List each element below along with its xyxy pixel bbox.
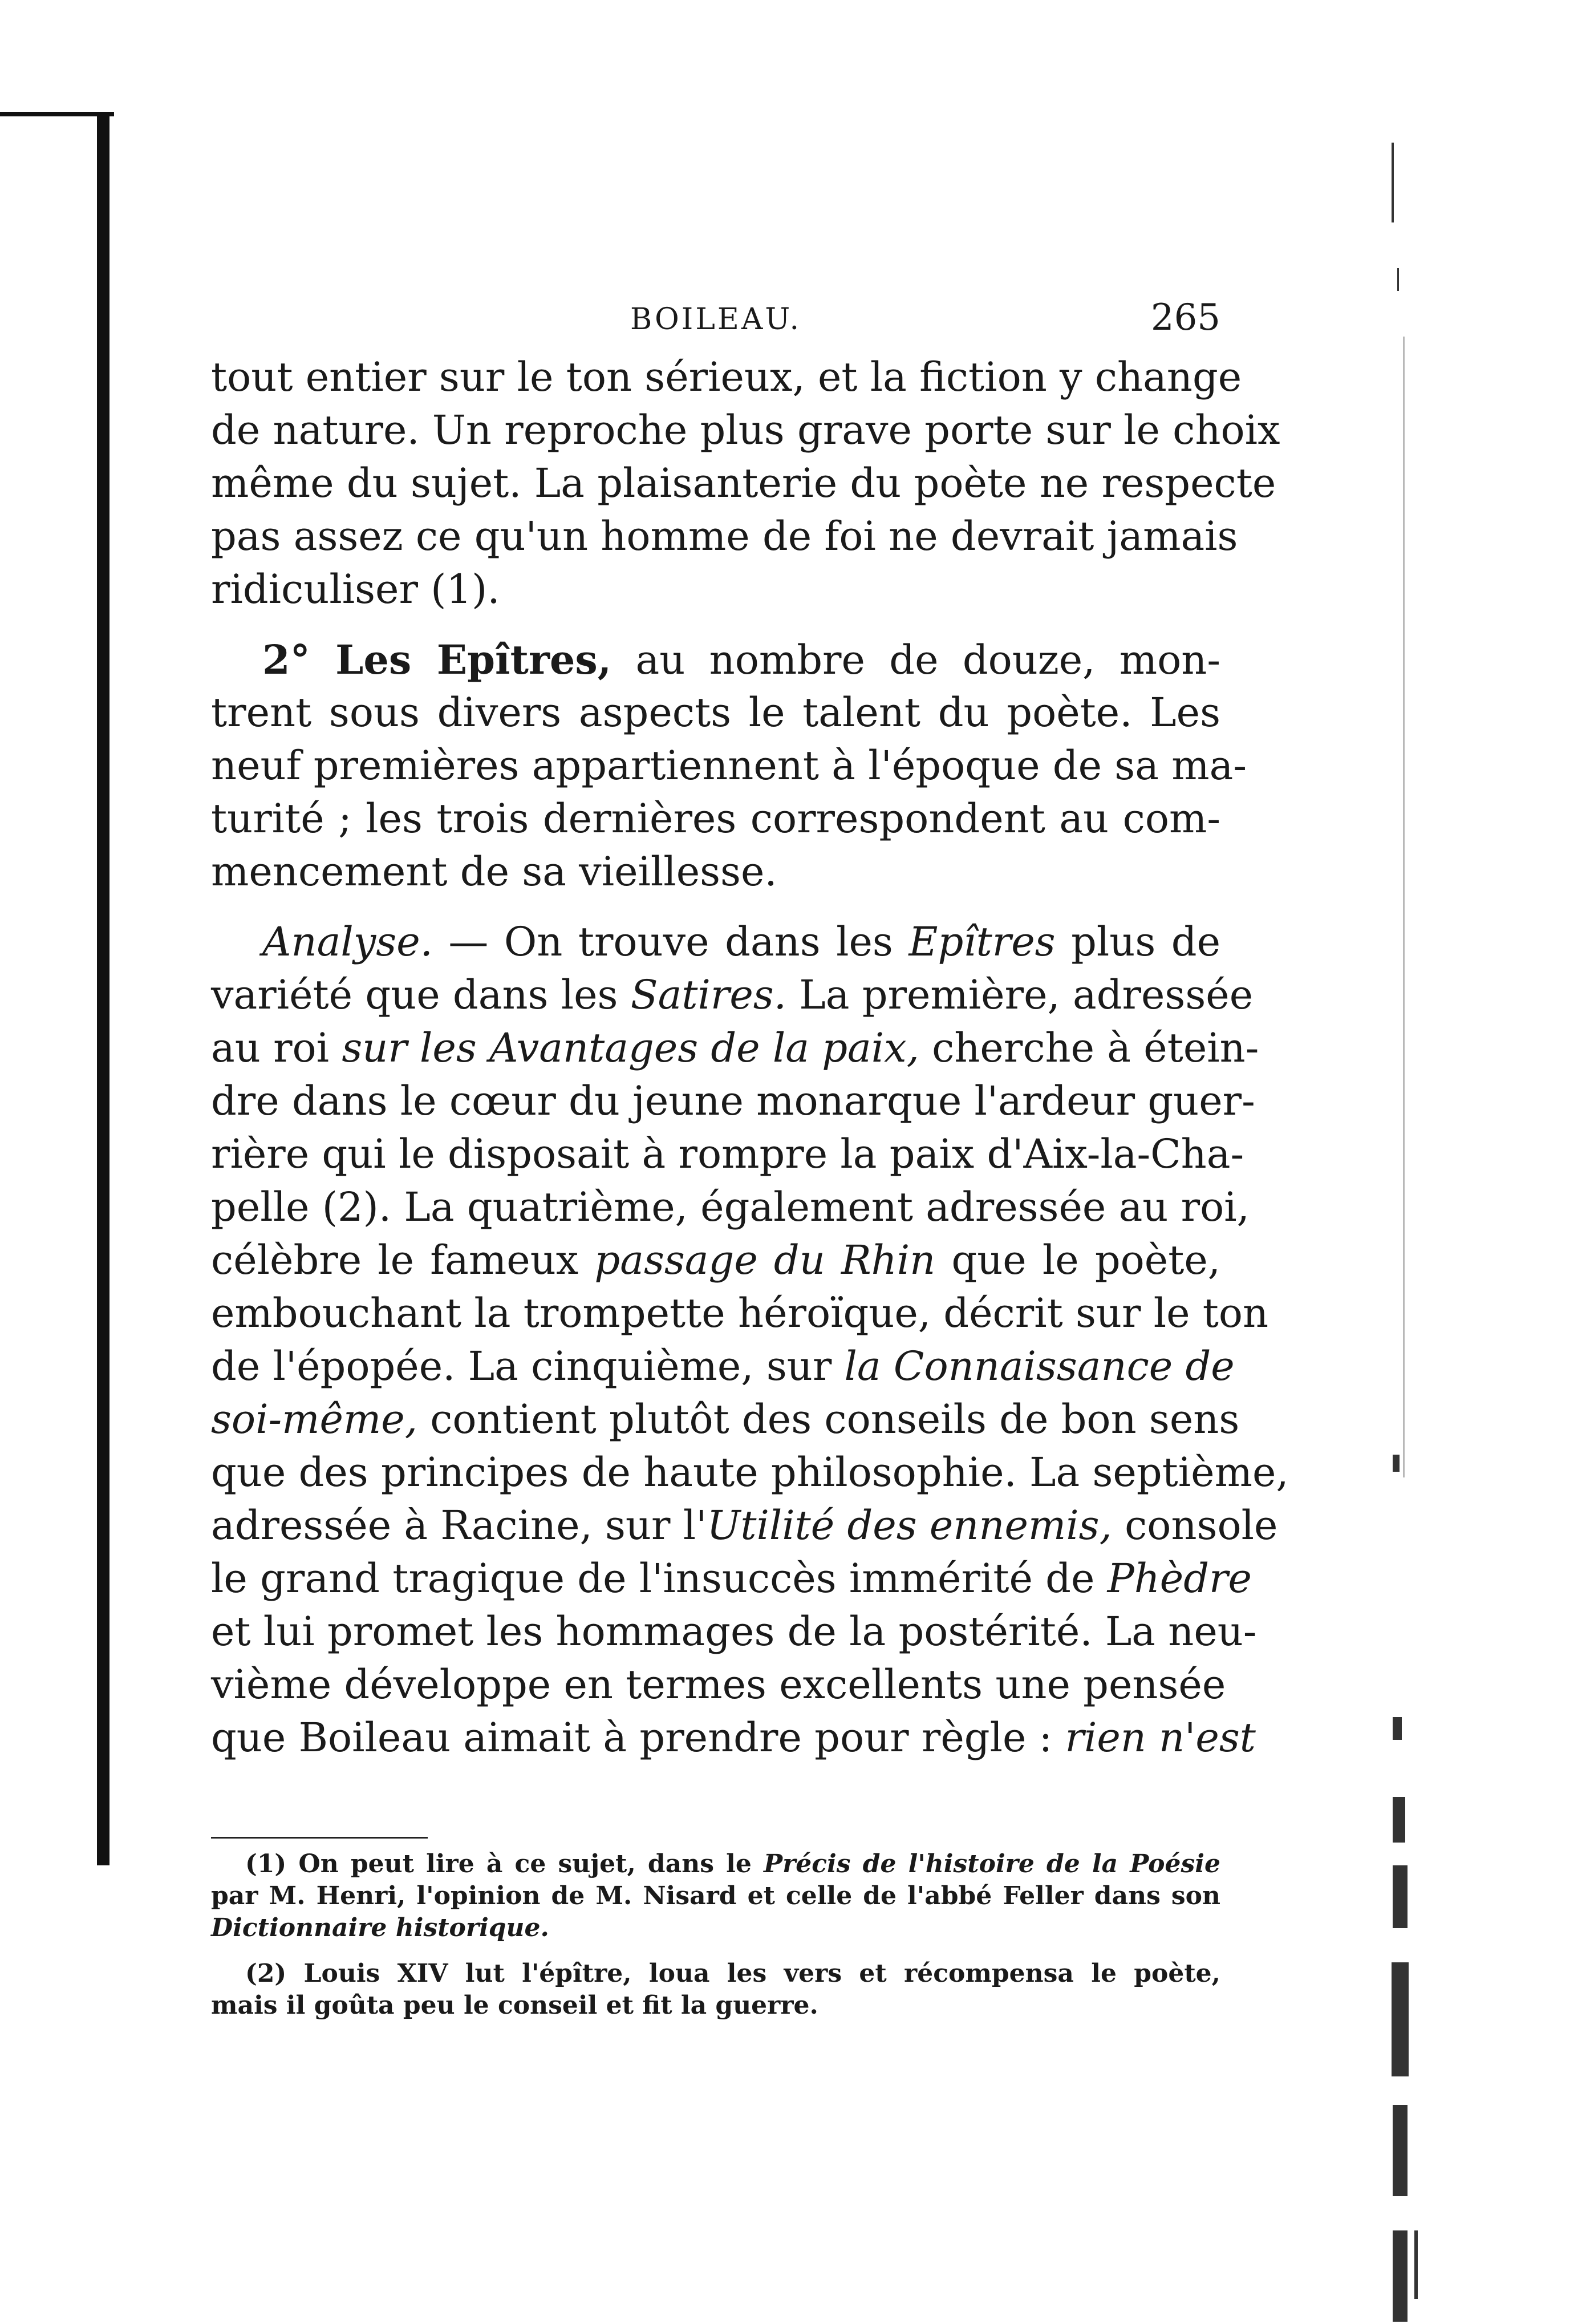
text-line: que Boileau aimait à prendre pour règle : rien n'est: [211, 1714, 1256, 1761]
text-line: pas assez ce qu'un homme de foi ne devrait jamais: [211, 513, 1238, 560]
text-line: de l'épopée. La cinquième, sur la Connaissance de: [211, 1343, 1235, 1390]
page-edge-marks: [1357, 143, 1437, 2253]
text-line: tout entier sur le ton sérieux, et la fiction y change: [211, 354, 1242, 400]
text-line: soi-même, contient plutôt des conseils de bon sens: [211, 1396, 1240, 1443]
text-line: turité ; les trois dernières correspondent au com-: [211, 795, 1220, 842]
text-line: Analyse. — On trouve dans les Epîtres plus de: [262, 918, 1220, 965]
running-header: [211, 297, 1220, 348]
binding-edge: [97, 114, 109, 1865]
page-number: 265: [1150, 297, 1220, 339]
text-line: variété que dans les Satires. La première, adressée: [211, 971, 1254, 1018]
footnote-1: (1) On peut lire à ce sujet, dans le Précis de l'histoire de la Poésie par M. Henri, l'opinion de M. Nisard et celle de l'abbé Feller dans son Dictionnaire historique.: [211, 1849, 1221, 1942]
text-line: et lui promet les hommages de la postérité. La neu-: [211, 1608, 1257, 1655]
text-line: de nature. Un reproche plus grave porte sur le choix: [211, 407, 1280, 454]
text-line: neuf premières appartiennent à l'époque de sa ma-: [211, 742, 1247, 789]
text-line: que des principes de haute philosophie. La septième,: [211, 1449, 1289, 1496]
text-line: au roi sur les Avantages de la paix, cherche à étein-: [211, 1025, 1259, 1071]
text-line: pelle (2). La quatrième, également adressée au roi,: [211, 1184, 1250, 1230]
text-line: ridiculiser (1).: [211, 566, 500, 613]
text-line: vième développe en termes excellents une pensée: [211, 1661, 1226, 1708]
footnote-separator: [211, 1837, 428, 1839]
text-line: célèbre le fameux passage du Rhin que le poète,: [211, 1237, 1220, 1284]
text-line: le grand tragique de l'insuccès immérité de Phèdre: [211, 1555, 1252, 1602]
running-title: BOILEAU.: [630, 302, 801, 337]
text-line: 2° Les Epîtres, au nombre de douze, mon-: [262, 636, 1220, 683]
text-line: même du sujet. La plaisanterie du poète ne respecte: [211, 460, 1276, 507]
text-line: mencement de sa vieillesse.: [211, 848, 777, 895]
section-heading: 2° Les Epîtres,: [262, 636, 612, 683]
text-line: trent sous divers aspects le talent du poète. Les: [211, 689, 1220, 736]
text-line: adressée à Racine, sur l'Utilité des ennemis, console: [211, 1502, 1278, 1549]
footnotes: [211, 1848, 1220, 2022]
text-line: dre dans le cœur du jeune monarque l'ardeur guer-: [211, 1078, 1255, 1124]
footnote-2: (2) Louis XIV lut l'épître, loua les vers et récompensa le poète, mais il goûta peu le conseil et fit la guerre.: [211, 1959, 1220, 2020]
text-line: embouchant la trompette héroïque, décrit sur le ton: [211, 1290, 1269, 1337]
main-text: [211, 351, 1289, 1764]
text-line: rière qui le disposait à rompre la paix d'Aix-la-Cha-: [211, 1131, 1244, 1177]
